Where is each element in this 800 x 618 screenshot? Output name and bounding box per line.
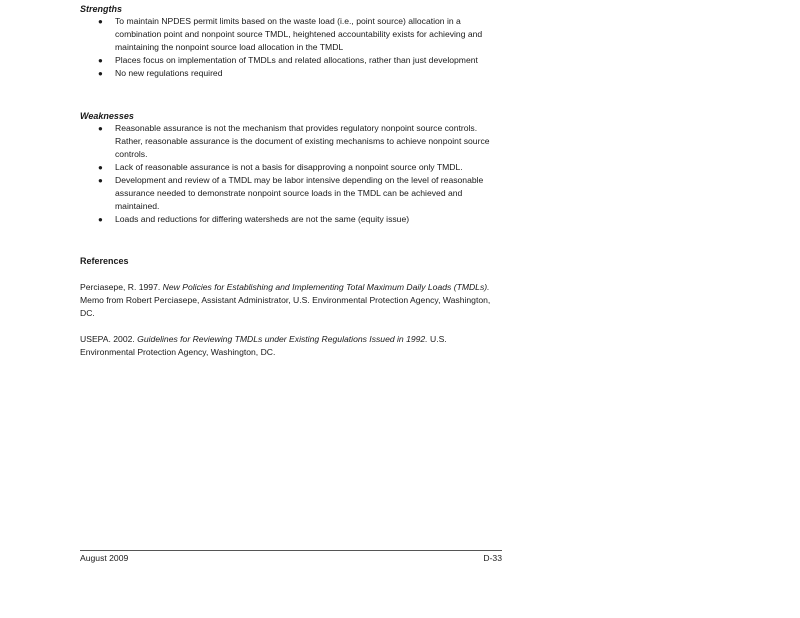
bullet-icon: ●: [98, 215, 103, 224]
ref1-author: Perciasepe, R. 1997.: [80, 282, 161, 292]
footer-date: August 2009: [80, 553, 129, 563]
weaknesses-heading: Weaknesses: [80, 111, 134, 121]
references-heading: References: [80, 256, 129, 266]
list-item: ● Places focus on implementation of TMDLs and related allocations, rather than just development: [98, 55, 478, 65]
bullet-icon: ●: [98, 56, 103, 65]
list-item: ● Development and review of a TMDL may be labor intensive depending on the level of reasonable assurance needed to demonstrate nonpoint source loads in the TMDL can be achieved and maintained.: [98, 175, 484, 211]
weaknesses-list: [80, 122, 502, 226]
list-item: ● To maintain NPDES permit limits based on the waste load (i.e., point source) allocation in a combination point and nonpoint source TMDL, heightened accountability exists for achieving and maintaining the nonpoint source load allocation in the TMDL: [98, 16, 483, 52]
ref2-rest: U.S. Environmental Protection Agency, Washington, DC.: [80, 334, 447, 357]
ref1-rest: Memo from Robert Perciasepe, Assistant Administrator, U.S. Environmental Protection Agency, Washington, DC.: [80, 295, 491, 318]
list-item: ● Lack of reasonable assurance is not a basis for disapproving a nonpoint source only TMDL.: [98, 162, 463, 172]
bullet-icon: ●: [98, 124, 103, 133]
footer-page-number: D-33: [483, 553, 502, 563]
reference-entry-1: [80, 281, 502, 320]
bullet-icon: ●: [98, 176, 103, 185]
strengths-list: [80, 15, 502, 80]
weaknesses-section: [80, 110, 502, 226]
bullet-icon: ●: [98, 17, 103, 26]
bullet-icon: ●: [98, 163, 103, 172]
ref2-title: Guidelines for Reviewing TMDLs under Existing Regulations Issued in 1992.: [137, 334, 428, 344]
ref1-title: New Policies for Establishing and Implementing Total Maximum Daily Loads (TMDLs).: [162, 282, 490, 292]
bullet-icon: ●: [98, 69, 103, 78]
list-item: ● Reasonable assurance is not the mechanism that provides regulatory nonpoint source controls. Rather, reasonable assurance is the document of existing mechanisms to achieve nonpoint source controls.: [98, 123, 490, 159]
list-item: ● Loads and reductions for differing watersheds are not the same (equity issue): [98, 214, 410, 224]
references-section: [80, 255, 502, 267]
strengths-section: [80, 3, 502, 80]
ref2-author: USEPA. 2002.: [80, 334, 135, 344]
list-item: ● No new regulations required: [98, 68, 223, 78]
reference-entry-2: [80, 333, 502, 359]
footer-divider: [80, 550, 502, 551]
strengths-heading: Strengths: [80, 4, 123, 14]
